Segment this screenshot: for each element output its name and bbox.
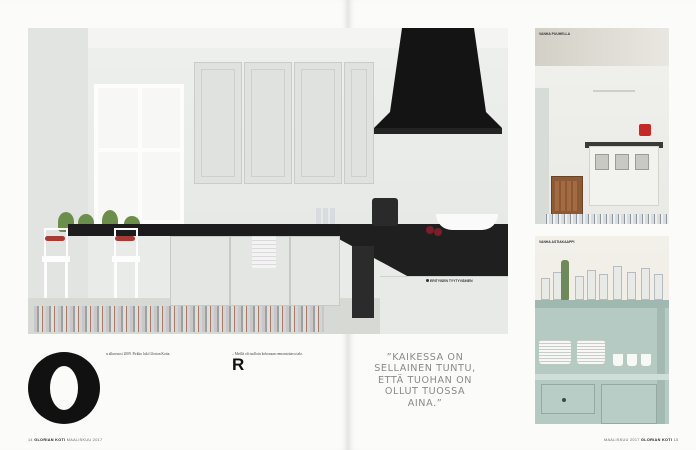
bottles [316, 206, 338, 224]
fruit [426, 226, 434, 234]
glassware [541, 252, 667, 300]
body-column-2 [232, 351, 352, 375]
red-pot [639, 124, 651, 136]
white-bowl [436, 214, 498, 230]
glass [654, 274, 663, 300]
upper-cabinet [294, 62, 342, 184]
dropcap-o [28, 352, 100, 424]
magazine-name: GLORIAN KOTI [641, 438, 673, 442]
upper-cabinet [344, 62, 374, 184]
wooden-cabinet [551, 176, 583, 216]
cupboard-door [601, 384, 657, 424]
striped-rug [543, 214, 669, 224]
window-mullion [138, 88, 142, 220]
cupboard-counter [535, 374, 669, 380]
striped-rug [34, 306, 324, 332]
cupboard-photo [535, 236, 669, 424]
pull-quote: ”KAIKESSA ON SELLAINEN TUNTU, ETTÄ TUOHAN ON OLLUT TUOSSA AINA.” [374, 352, 476, 409]
caption-top-photo [539, 32, 663, 36]
caption-heading: VANHA ASTIAKAAPPI [539, 240, 575, 244]
glass [613, 266, 622, 300]
photo-side-wall [535, 88, 549, 224]
magazine-name: GLORIAN KOTI [34, 438, 66, 442]
glass [575, 276, 584, 300]
cup [641, 354, 651, 366]
cup [627, 354, 637, 366]
caption-heading: ERITYISEN TYYTYVÄINEN [426, 279, 504, 283]
white-chair [42, 228, 70, 298]
cupboard-shelf [535, 300, 669, 308]
glass [541, 278, 550, 300]
glass [627, 272, 636, 300]
body-text: n alkuvuosi 2009. Pirkko luki Glorian Kotia. [106, 352, 171, 356]
dropcap-r: R [232, 355, 245, 375]
lower-cabinet [290, 236, 340, 306]
glass [599, 274, 608, 300]
glass [641, 268, 650, 300]
folio-right [604, 438, 678, 442]
page-number: 15 [673, 438, 679, 442]
stove-door [615, 154, 629, 170]
fruit [434, 228, 442, 236]
cup [613, 354, 623, 366]
white-chair [112, 228, 140, 298]
kitchen-photo [28, 28, 508, 334]
plate-stack [577, 340, 605, 364]
cupboard-post [657, 308, 665, 424]
issue-date: MAALISKUU 2017 [66, 438, 103, 442]
caption-bottom-photo [539, 240, 663, 244]
wood-stove-photo [535, 28, 669, 224]
coffee-machine [372, 198, 398, 226]
body-text: – Meillä oli tuolloin kokonaan remontoitava talo. [232, 352, 303, 356]
folio-left [28, 438, 102, 442]
cupboard-drawer [541, 384, 595, 414]
caption-heading: VANHA PUUHELLA [539, 32, 571, 36]
photo-window [94, 84, 184, 224]
drawer-knob [562, 398, 566, 402]
oven [352, 246, 374, 318]
upper-cabinet [244, 62, 292, 184]
green-bottle [561, 260, 569, 300]
range-hood [374, 28, 502, 138]
window-transom [98, 148, 180, 152]
plate-stack [539, 340, 571, 364]
stove-door [635, 154, 649, 170]
glass [587, 270, 596, 300]
caption-main-photo [426, 279, 504, 283]
lower-cabinet [170, 236, 230, 306]
upper-cabinet [194, 62, 242, 184]
page-number: 14 [28, 438, 33, 442]
kitchen-island [380, 276, 508, 334]
body-column-1 [106, 351, 226, 357]
wall-shelf [593, 90, 635, 92]
stove-door [595, 154, 609, 170]
tea-towel [252, 236, 276, 268]
issue-date: MAALISKUU 2017 [604, 438, 640, 442]
bullet-icon [426, 279, 429, 282]
